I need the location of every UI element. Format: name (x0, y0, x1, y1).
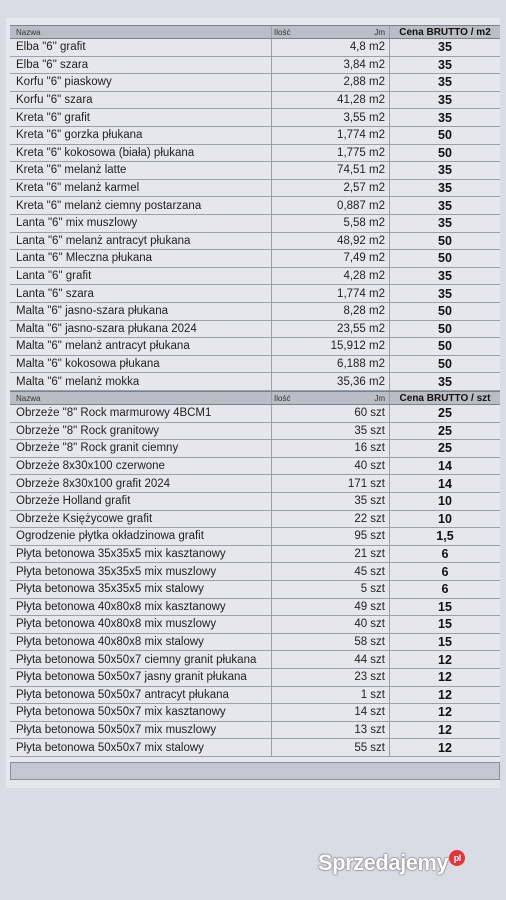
product-name: Obrzeże Księżycowe grafit (10, 511, 272, 528)
product-quantity: 35 szt (272, 423, 390, 440)
table-row (10, 616, 500, 634)
product-quantity: 5,58 m2 (272, 215, 390, 232)
table-row (10, 127, 500, 145)
product-quantity: 4,8 m2 (272, 39, 390, 56)
product-price: 35 (438, 181, 452, 196)
table-row (10, 57, 500, 75)
table-row (10, 250, 500, 268)
product-name: Płyta betonowa 50x50x7 ciemny granit płukana (10, 651, 272, 668)
product-quantity: 171 szt (272, 475, 390, 492)
product-quantity: 3,84 m2 (272, 57, 390, 74)
table-row (10, 145, 500, 163)
header-name: Nazwa (10, 392, 272, 404)
header-name: Nazwa (10, 26, 272, 38)
product-name: Malta "6" melanż antracyt płukana (10, 338, 272, 355)
product-name: Kreta "6" kokosowa (biała) płukana (10, 145, 272, 162)
table-row (10, 739, 500, 757)
table-row (10, 285, 500, 303)
product-price: 35 (438, 110, 452, 125)
product-name: Kreta "6" gorzka płukana (10, 127, 272, 144)
product-name: Płyta betonowa 40x80x8 mix muszlowy (10, 616, 272, 633)
product-quantity: 2,88 m2 (272, 74, 390, 91)
product-price: 35 (438, 163, 452, 178)
product-price: 50 (438, 304, 452, 319)
table-row (10, 162, 500, 180)
product-quantity: 55 szt (272, 739, 390, 756)
product-price: 12 (438, 723, 452, 738)
product-price: 35 (438, 40, 452, 55)
product-quantity: 3,55 m2 (272, 109, 390, 126)
product-quantity: 14 szt (272, 704, 390, 721)
product-name: Lanta "6" szara (10, 285, 272, 302)
product-name: Malta "6" jasno-szara płukana (10, 303, 272, 320)
product-name: Lanta "6" mix muszlowy (10, 215, 272, 232)
product-quantity: 35,36 m2 (272, 373, 390, 390)
product-price: 35 (438, 57, 452, 72)
product-quantity: 95 szt (272, 528, 390, 545)
product-name: Płyta betonowa 50x50x7 mix kasztanowy (10, 704, 272, 721)
product-quantity: 16 szt (272, 440, 390, 457)
product-name: Płyta betonowa 50x50x7 mix muszlowy (10, 722, 272, 739)
product-price: 35 (438, 269, 452, 284)
table-row (10, 440, 500, 458)
product-name: Elba "6" grafit (10, 39, 272, 56)
product-name: Kreta "6" melanż ciemny postarzana (10, 197, 272, 214)
product-price: 35 (438, 216, 452, 231)
table-row (10, 109, 500, 127)
product-price: 50 (438, 339, 452, 354)
table-row (10, 39, 500, 57)
product-quantity: 23 szt (272, 669, 390, 686)
header-price: Cena BRUTTO / m2 (399, 26, 491, 38)
product-name: Kreta "6" melanż latte (10, 162, 272, 179)
product-price: 35 (438, 286, 452, 301)
product-quantity: 74,51 m2 (272, 162, 390, 179)
watermark-dot-icon: pl (449, 850, 465, 866)
product-price: 50 (438, 145, 452, 160)
product-price: 12 (438, 670, 452, 685)
table-row (10, 303, 500, 321)
product-price: 25 (438, 423, 452, 438)
product-price: 50 (438, 233, 452, 248)
table-row (10, 528, 500, 546)
product-quantity: 7,49 m2 (272, 250, 390, 267)
product-name: Korfu "6" piaskowy (10, 74, 272, 91)
header-qty: Ilość (274, 27, 291, 37)
table-row (10, 180, 500, 198)
product-name: Obrzeże "8" Rock marmurowy 4BCM1 (10, 405, 272, 422)
product-name: Płyta betonowa 40x80x8 mix stalowy (10, 634, 272, 651)
product-price: 14 (438, 459, 452, 474)
product-quantity: 0,887 m2 (272, 197, 390, 214)
product-quantity: 58 szt (272, 634, 390, 651)
header-price: Cena BRUTTO / szt (399, 392, 491, 404)
product-price: 6 (441, 582, 449, 597)
product-price: 12 (438, 705, 452, 720)
table-row (10, 475, 500, 493)
product-name: Lanta "6" grafit (10, 268, 272, 285)
table-row (10, 599, 500, 617)
watermark-text: Sprzedajemy (318, 850, 449, 875)
table-row (10, 669, 500, 687)
table-row (10, 92, 500, 110)
product-quantity: 40 szt (272, 458, 390, 475)
header-qty-unit (272, 392, 390, 404)
product-price: 35 (438, 75, 452, 90)
product-name: Obrzeże "8" Rock granitowy (10, 423, 272, 440)
table-row (10, 511, 500, 529)
product-name: Płyta betonowa 35x35x5 mix stalowy (10, 581, 272, 598)
table-row (10, 233, 500, 251)
product-price: 10 (438, 494, 452, 509)
product-price: 35 (438, 374, 452, 389)
table-row (10, 373, 500, 391)
table-row (10, 458, 500, 476)
product-price: 12 (438, 652, 452, 667)
product-price: 15 (438, 599, 452, 614)
product-price: 12 (438, 687, 452, 702)
product-quantity: 60 szt (272, 405, 390, 422)
product-quantity: 22 szt (272, 511, 390, 528)
table-row (10, 546, 500, 564)
product-quantity: 6,188 m2 (272, 356, 390, 373)
product-name: Malta "6" jasno-szara płukana 2024 (10, 321, 272, 338)
table-row (10, 338, 500, 356)
product-name: Płyta betonowa 50x50x7 jasny granit płukana (10, 669, 272, 686)
table-header-1 (10, 25, 500, 39)
product-quantity: 21 szt (272, 546, 390, 563)
product-name: Kreta "6" grafit (10, 109, 272, 126)
table-row (10, 215, 500, 233)
product-name: Malta "6" melanż mokka (10, 373, 272, 390)
table-row (10, 581, 500, 599)
product-quantity: 23,55 m2 (272, 321, 390, 338)
product-price: 15 (438, 635, 452, 650)
product-quantity: 1 szt (272, 687, 390, 704)
product-price: 50 (438, 321, 452, 336)
product-quantity: 4,28 m2 (272, 268, 390, 285)
product-quantity: 1,774 m2 (272, 285, 390, 302)
product-quantity: 1,774 m2 (272, 127, 390, 144)
product-price: 50 (438, 128, 452, 143)
product-price: 25 (438, 406, 452, 421)
table-header-2 (10, 391, 500, 405)
table-row (10, 268, 500, 286)
table-row (10, 563, 500, 581)
header-qty-unit (272, 26, 390, 38)
table-row (10, 197, 500, 215)
product-price: 25 (438, 441, 452, 456)
product-price: 50 (438, 357, 452, 372)
product-name: Obrzeże 8x30x100 czerwone (10, 458, 272, 475)
table-row (10, 356, 500, 374)
product-name: Płyta betonowa 50x50x7 mix stalowy (10, 739, 272, 756)
product-price: 15 (438, 617, 452, 632)
product-price: 10 (438, 511, 452, 526)
product-quantity: 8,28 m2 (272, 303, 390, 320)
table-row (10, 405, 500, 423)
product-name: Ogrodzenie płytka okładzinowa grafit (10, 528, 272, 545)
watermark-logo (318, 850, 465, 876)
table-row (10, 722, 500, 740)
product-name: Elba "6" szara (10, 57, 272, 74)
table-row (10, 634, 500, 652)
product-quantity: 15,912 m2 (272, 338, 390, 355)
table-row (10, 704, 500, 722)
product-quantity: 35 szt (272, 493, 390, 510)
product-name: Malta "6" kokosowa płukana (10, 356, 272, 373)
product-price: 35 (438, 198, 452, 213)
product-name: Korfu "6" szara (10, 92, 272, 109)
product-quantity: 40 szt (272, 616, 390, 633)
product-price: 6 (441, 547, 449, 562)
header-qty: Ilość (274, 393, 291, 403)
product-name: Kreta "6" melanż karmel (10, 180, 272, 197)
product-quantity: 45 szt (272, 563, 390, 580)
table-footer-bar (10, 762, 500, 780)
product-quantity: 13 szt (272, 722, 390, 739)
product-name: Płyta betonowa 50x50x7 antracyt płukana (10, 687, 272, 704)
product-name: Obrzeże Holland grafit (10, 493, 272, 510)
product-price: 12 (438, 740, 452, 755)
product-price: 14 (438, 476, 452, 491)
table-row (10, 74, 500, 92)
product-name: Obrzeże 8x30x100 grafit 2024 (10, 475, 272, 492)
product-quantity: 41,28 m2 (272, 92, 390, 109)
product-quantity: 5 szt (272, 581, 390, 598)
product-name: Płyta betonowa 35x35x5 mix kasztanowy (10, 546, 272, 563)
table-row (10, 651, 500, 669)
product-name: Lanta "6" melanż antracyt płukana (10, 233, 272, 250)
product-quantity: 2,57 m2 (272, 180, 390, 197)
product-name: Obrzeże "8" Rock granit ciemny (10, 440, 272, 457)
header-unit: Jm (374, 393, 385, 403)
table-row (10, 423, 500, 441)
table-row (10, 687, 500, 705)
header-unit: Jm (374, 27, 385, 37)
table-row (10, 321, 500, 339)
product-price: 1,5 (436, 529, 454, 544)
product-price: 6 (441, 564, 449, 579)
product-quantity: 1,775 m2 (272, 145, 390, 162)
product-price: 35 (438, 93, 452, 108)
product-name: Lanta "6" Mleczna płukana (10, 250, 272, 267)
product-quantity: 49 szt (272, 599, 390, 616)
product-name: Płyta betonowa 35x35x5 mix muszlowy (10, 563, 272, 580)
table-row (10, 493, 500, 511)
product-name: Płyta betonowa 40x80x8 mix kasztanowy (10, 599, 272, 616)
product-quantity: 44 szt (272, 651, 390, 668)
product-quantity: 48,92 m2 (272, 233, 390, 250)
product-price: 50 (438, 251, 452, 266)
